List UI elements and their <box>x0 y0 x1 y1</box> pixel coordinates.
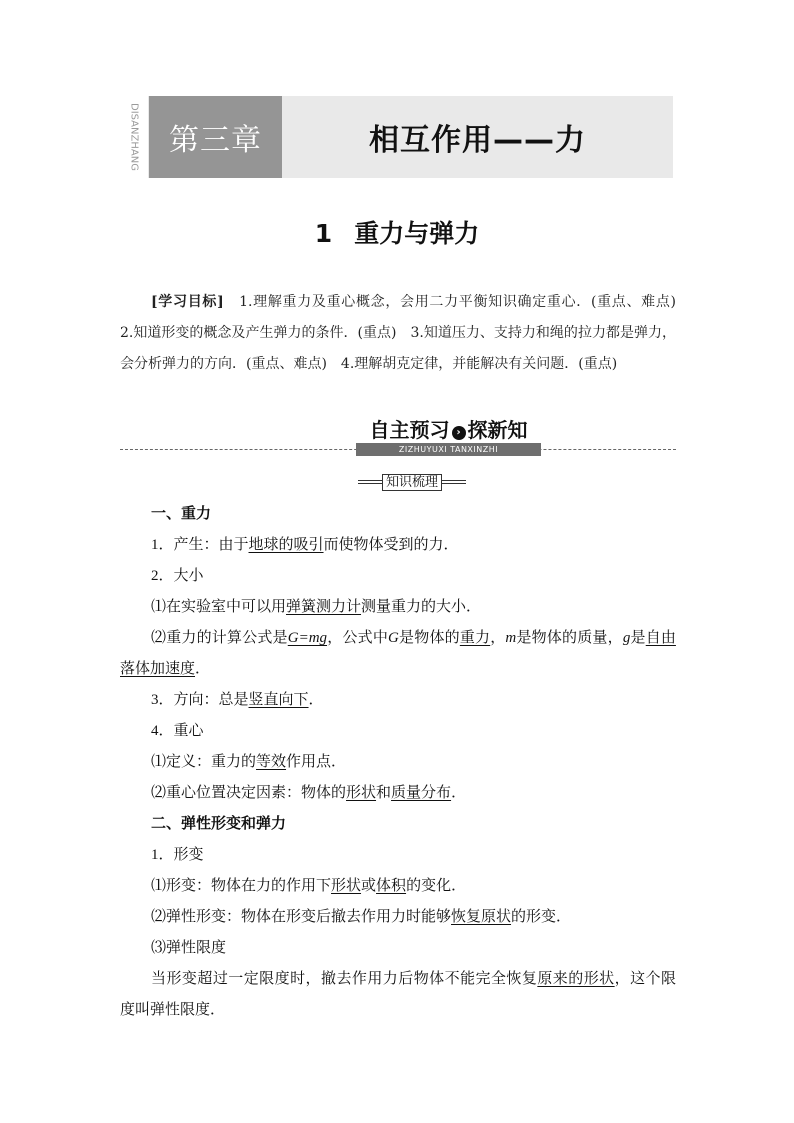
para-direction: 3．方向：总是竖直向下． <box>151 692 324 708</box>
para-deform-def: ⑴形变：物体在力的作用下形状或体积的变化． <box>151 878 467 894</box>
content-body <box>120 499 676 1026</box>
para-measure: ⑴在实验室中可以用弹簧测力计测量重力的大小． <box>151 599 482 615</box>
goals-text: 1.理解重力及重心概念，会用二力平衡知识确定重心．(重点、难点) 2.知道形变的概念及产生弹力的条件．(重点) 3.知道压力、支持力和绳的拉力都是弹力，会分析弹力的方向．(重点、难点) 4.理解胡克定律，并能解决有关问题．(重点) <box>120 294 691 372</box>
para-size-heading: 2．大小 <box>151 568 204 584</box>
preview-banner <box>356 419 541 453</box>
para-deform-heading: 1．形变 <box>151 847 204 863</box>
heading-elastic: 二、弹性形变和弹力 <box>151 816 287 832</box>
section-number: 1 <box>314 219 333 248</box>
para-origin: 1．产生：由于地球的吸引而使物体受到的力． <box>151 537 459 553</box>
preview-banner-left: 自主预习 <box>369 418 450 442</box>
para-limit-heading: ⑶弹性限度 <box>151 940 227 956</box>
preview-banner-right: 探新知 <box>467 418 528 442</box>
para-center-heading: 4．重心 <box>151 723 204 739</box>
knowledge-tag <box>358 473 466 491</box>
para-center-def: ⑴定义：重力的等效作用点． <box>151 754 347 770</box>
para-elastic-deform: ⑵弹性形变：物体在形变后撤去作用力时能够恢复原状的形变． <box>151 909 572 925</box>
para-formula: ⑵重力的计算公式是G=mg，公式中G是物体的重力，m是物体的质量，g是自由落体加速度． <box>120 630 676 677</box>
chapter-title: 相互作用——力 <box>369 123 586 158</box>
heading-gravity: 一、重力 <box>151 506 212 522</box>
chapter-pinyin: DISANZHANG <box>120 96 148 178</box>
preview-banner-pinyin: ZIZHUYUXI TANXINZHI <box>356 443 541 456</box>
section-title <box>0 214 794 250</box>
knowledge-tag-label: 知识梳理 <box>382 474 442 491</box>
section-title-text: 重力与弹力 <box>354 219 480 248</box>
learning-goals <box>120 287 691 380</box>
arrow-icon: › <box>452 426 466 440</box>
para-center-factors: ⑵重心位置决定因素：物体的形状和质量分布． <box>151 785 467 801</box>
goals-label: [学习目标] <box>151 294 224 310</box>
chapter-label: 第三章 <box>149 96 282 178</box>
para-limit-def: 当形变超过一定限度时，撤去作用力后物体不能完全恢复原来的形状，这个限度叫弹性限度． <box>120 971 676 1018</box>
